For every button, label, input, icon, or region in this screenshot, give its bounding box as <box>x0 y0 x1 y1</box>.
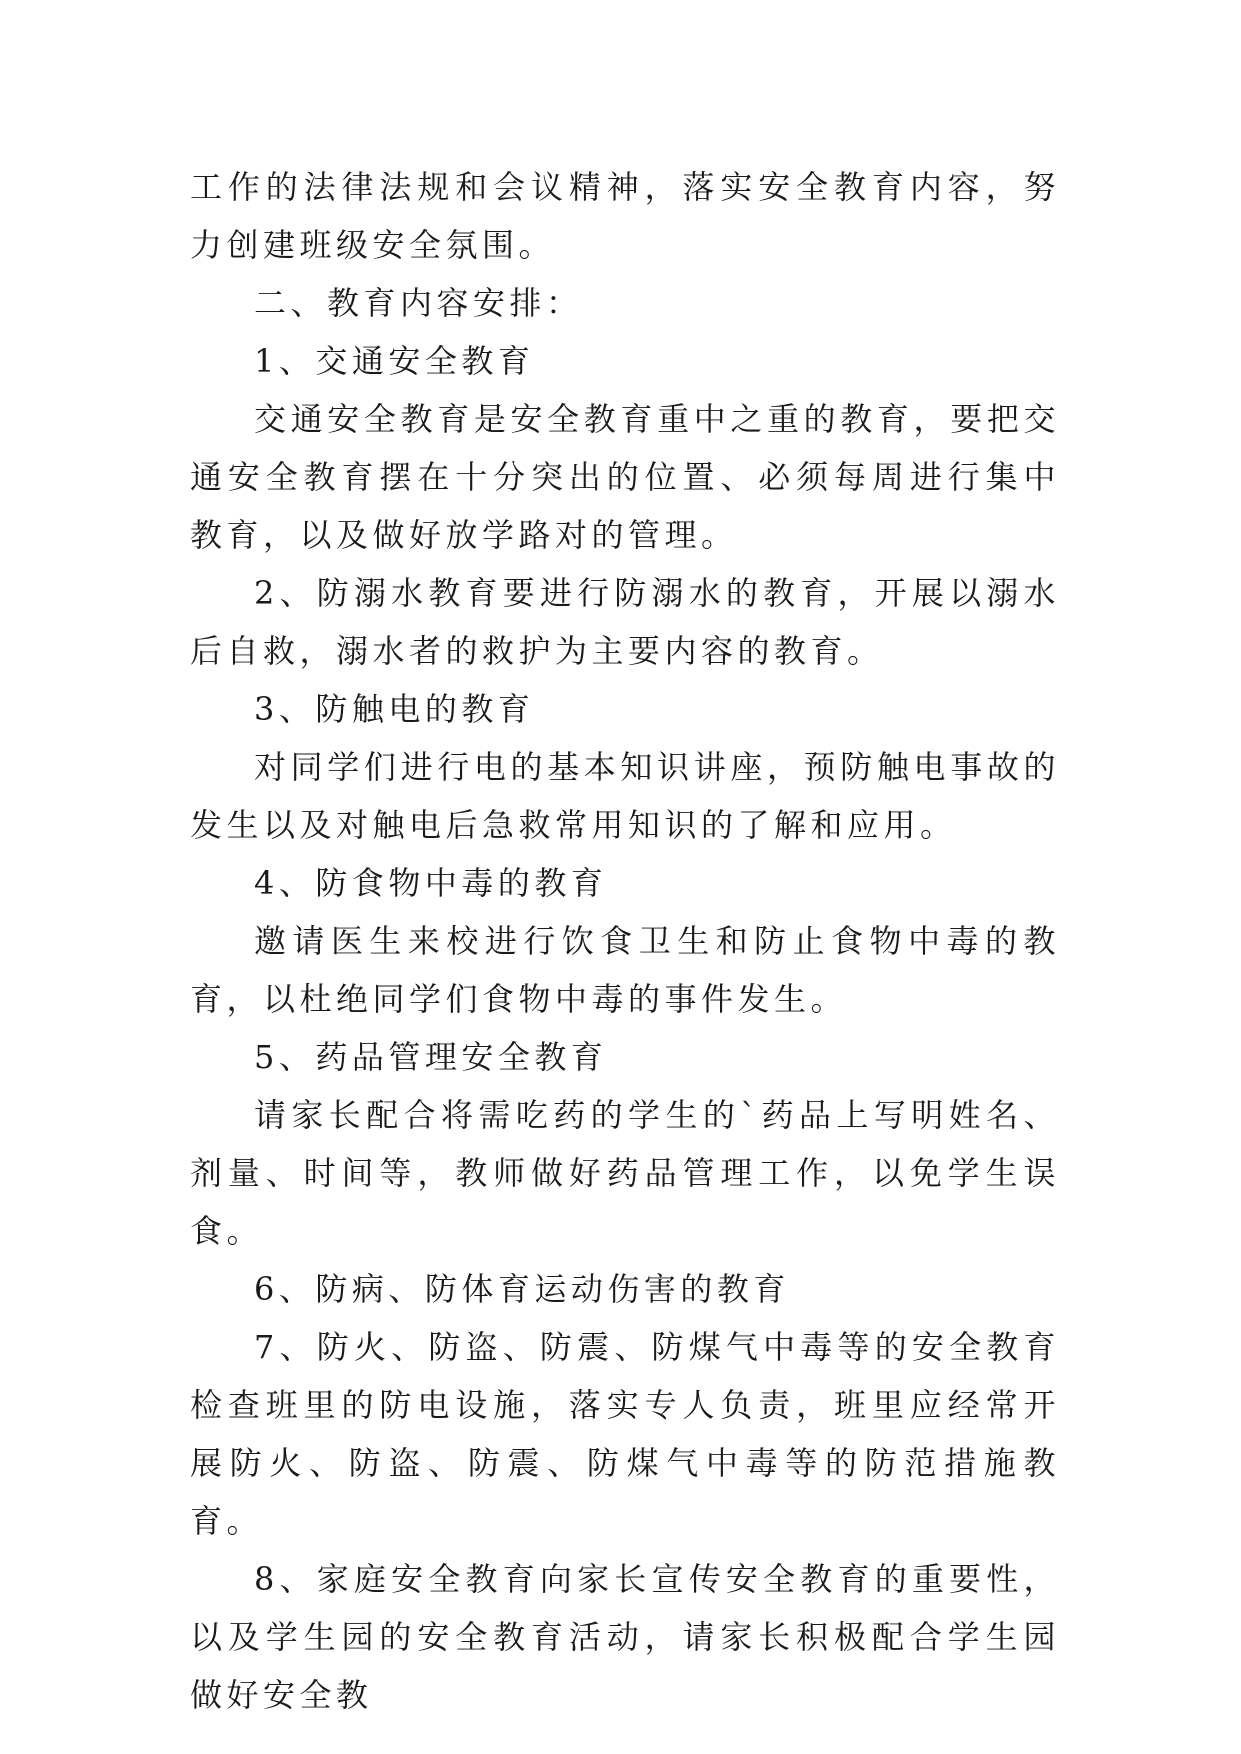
paragraph: 请家长配合将需吃药的学生的`药品上写明姓名、剂量、时间等，教师做好药品管理工作，以免学生误食。 <box>190 1096 1060 1250</box>
item-heading: 1、交通安全教育 <box>254 342 535 380</box>
document-body <box>190 158 1060 1724</box>
paragraph: 2、防溺水教育要进行防溺水的教育，开展以溺水后自救，溺水者的救护为主要内容的教育。 <box>190 574 1060 670</box>
paragraph: 7、防火、防盗、防震、防煤气中毒等的安全教育检查班里的防电设施，落实专人负责，班里应经常开展防火、防盗、防震、防煤气中毒等的防范措施教育。 <box>190 1328 1060 1540</box>
paragraph: 8、家庭安全教育向家长宣传安全教育的重要性，以及学生园的安全教育活动，请家长积极配合学生园做好安全教 <box>190 1560 1060 1714</box>
paragraph: 对同学们进行电的基本知识讲座，预防触电事故的发生以及对触电后急救常用知识的了解和应用。 <box>190 748 1060 844</box>
item-heading: 5、药品管理安全教育 <box>254 1038 608 1076</box>
item-heading: 4、防食物中毒的教育 <box>254 864 608 902</box>
item-heading: 3、防触电的教育 <box>254 690 535 728</box>
paragraph: 交通安全教育是安全教育重中之重的教育，要把交通安全教育摆在十分突出的位置、必须每周进行集中教育，以及做好放学路对的管理。 <box>190 400 1060 554</box>
item-heading: 6、防病、防体育运动伤害的教育 <box>254 1270 790 1308</box>
paragraph: 邀请医生来校进行饮食卫生和防止食物中毒的教育，以杜绝同学们食物中毒的事件发生。 <box>190 922 1060 1018</box>
paragraph: 工作的法律法规和会议精神，落实安全教育内容，努力创建班级安全氛围。 <box>190 168 1060 264</box>
section-heading: 二、教育内容安排： <box>254 284 583 322</box>
